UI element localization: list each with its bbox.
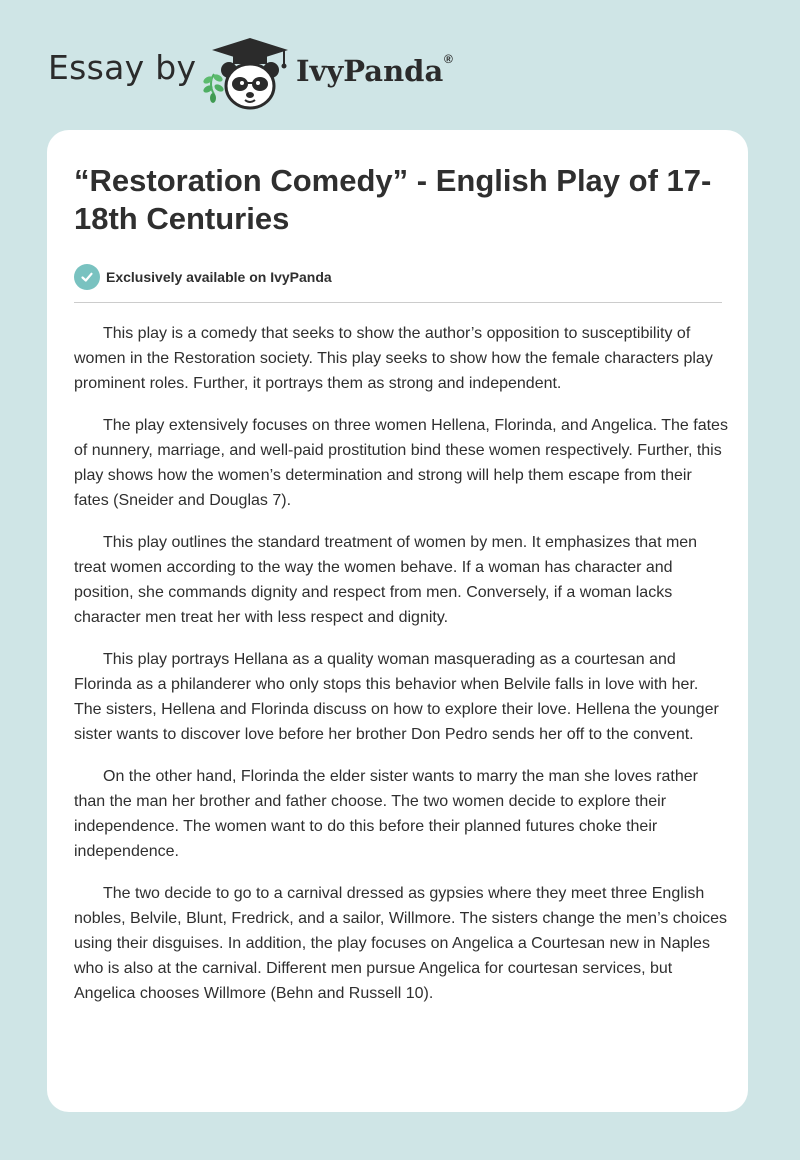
checkmark-icon bbox=[74, 264, 100, 290]
essay-body bbox=[74, 321, 729, 1023]
paragraph: On the other hand, Florinda the elder sister wants to marry the man she loves rather than the man her brother and father choose. The two women decide to explore their independence. The women want to do this before their planned futures choke their independence. bbox=[74, 768, 698, 860]
exclusive-badge bbox=[74, 264, 332, 290]
site-header bbox=[0, 0, 800, 130]
title-divider bbox=[74, 302, 722, 303]
essay-by-label: Essay by bbox=[48, 48, 197, 87]
leaf-sprig-icon bbox=[202, 73, 225, 103]
paragraph: The two decide to go to a carnival dressed as gypsies where they meet three English nobles, Belvile, Blunt, Fredrick, and a sailor, Willmore. The sisters change the men’s choices using their disguises. In addition, the play focuses on Angelica a Courtesan new in Naples who is also at the carnival. Different men pursue Angelica for courtesan services, but Angelica chooses Willmore (Behn and Russell 10). bbox=[74, 885, 728, 1002]
paragraph: The play extensively focuses on three women Hellena, Florinda, and Angelica. The fates of nunnery, marriage, and well-paid prostitution bind these women respectively. Further, this play shows how the women’s determination and strong will help them escape from their fates (Sneider and Douglas 7). bbox=[74, 417, 728, 509]
essay-card bbox=[47, 130, 748, 1112]
essay-title: “Restoration Comedy” - English Play of 17-18th Centuries bbox=[74, 163, 712, 236]
paragraph: This play is a comedy that seeks to show the author’s opposition to susceptibility of women in the Restoration society. This play seeks to show how the female characters play prominent roles. Further, it portrays them as strong and independent. bbox=[74, 325, 713, 392]
registered-mark: ® bbox=[444, 52, 453, 66]
panda-graduate-icon[interactable] bbox=[200, 34, 292, 110]
paragraph: This play portrays Hellana as a quality woman masquerading as a courtesan and Florinda as a philanderer who only stops this behavior when Belvile falls in love with her. The sisters, Hellena and Florinda discuss on how to explore their love. Hellena the younger sister wants to discover love before her brother Don Pedro sends her off to the convent. bbox=[74, 651, 719, 743]
exclusive-label: Exclusively available on IvyPanda bbox=[106, 269, 332, 285]
paragraph: This play outlines the standard treatment of women by men. It emphasizes that men treat women according to the way the women behave. If a woman has character and position, she commands dignity and respect from men. Conversely, if a woman lacks character men treat her with less respect and dignity. bbox=[74, 534, 698, 626]
brand-name[interactable]: IvyPanda bbox=[296, 54, 444, 88]
